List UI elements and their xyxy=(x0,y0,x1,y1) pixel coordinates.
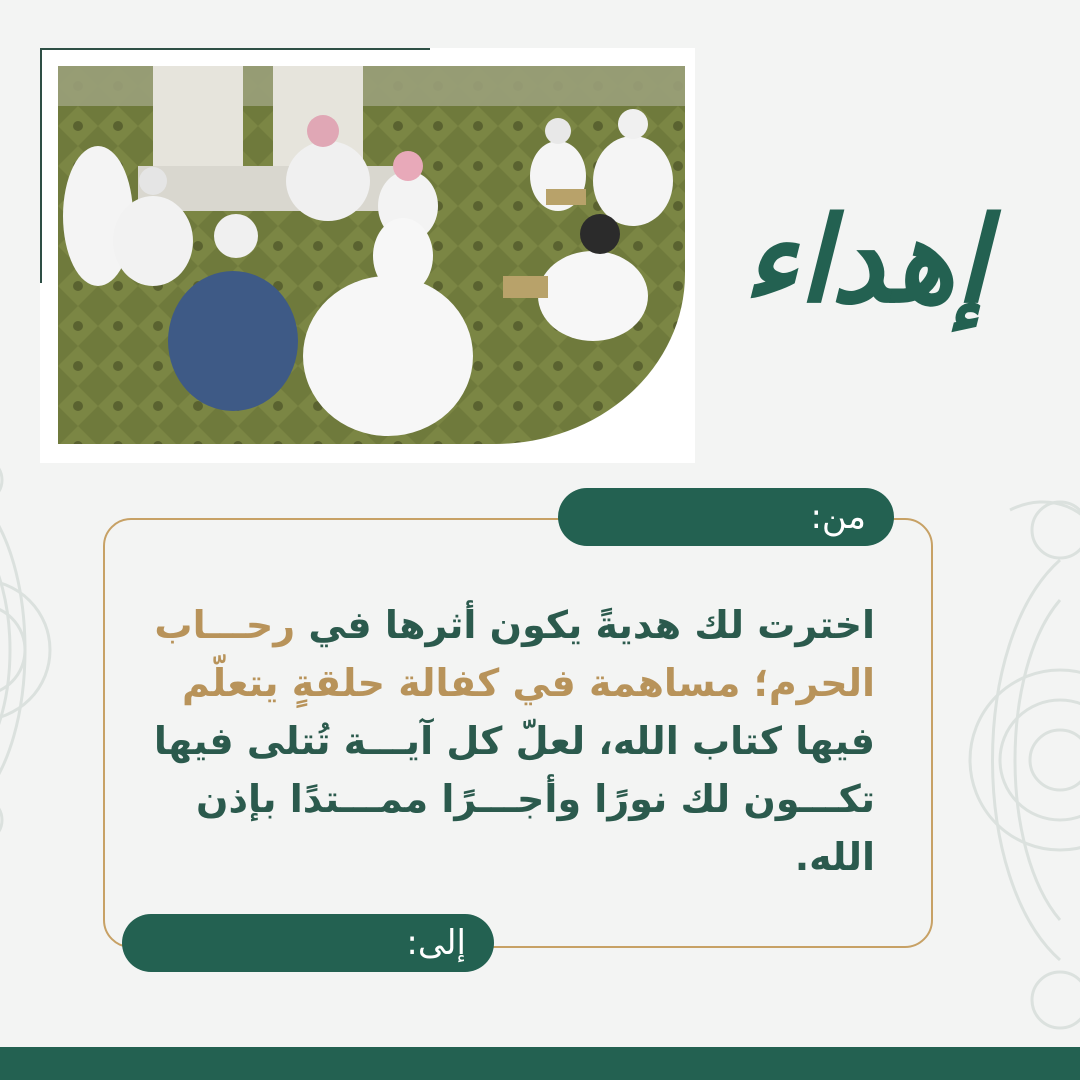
arabesque-ornament-right xyxy=(950,480,1080,1040)
quran-circle-photo xyxy=(58,66,685,444)
from-label: من: xyxy=(810,497,866,537)
message-line-3: فيها كتاب الله، لعلّ كل آيـــة تُتلى فيها xyxy=(153,719,875,763)
to-label: إلى: xyxy=(406,923,466,963)
to-label-pill xyxy=(122,914,494,972)
frame-line-top xyxy=(40,48,430,50)
from-label-pill xyxy=(558,488,894,546)
message-line-2 xyxy=(150,654,875,712)
message-line-2-highlight: الحرم؛ xyxy=(740,661,875,705)
message-line-4: تكـــون لك نورًا وأجـــرًا ممـــتدًا بإذن الله. xyxy=(196,777,875,879)
headline-title: إهداء xyxy=(742,190,988,329)
arabesque-ornament-left xyxy=(0,440,70,860)
message-line-1-highlight: رحـــاب xyxy=(154,603,296,647)
frame-line-left xyxy=(40,48,42,283)
footer-bar xyxy=(0,1047,1080,1080)
message-line-1-text: اخترت لك هديةً يكون أثرها في xyxy=(295,603,875,647)
message-line-2-text: مساهمة في كفالة حلقةٍ يتعلّم xyxy=(181,661,741,705)
message-text xyxy=(150,596,875,886)
message-line-1 xyxy=(150,596,875,654)
